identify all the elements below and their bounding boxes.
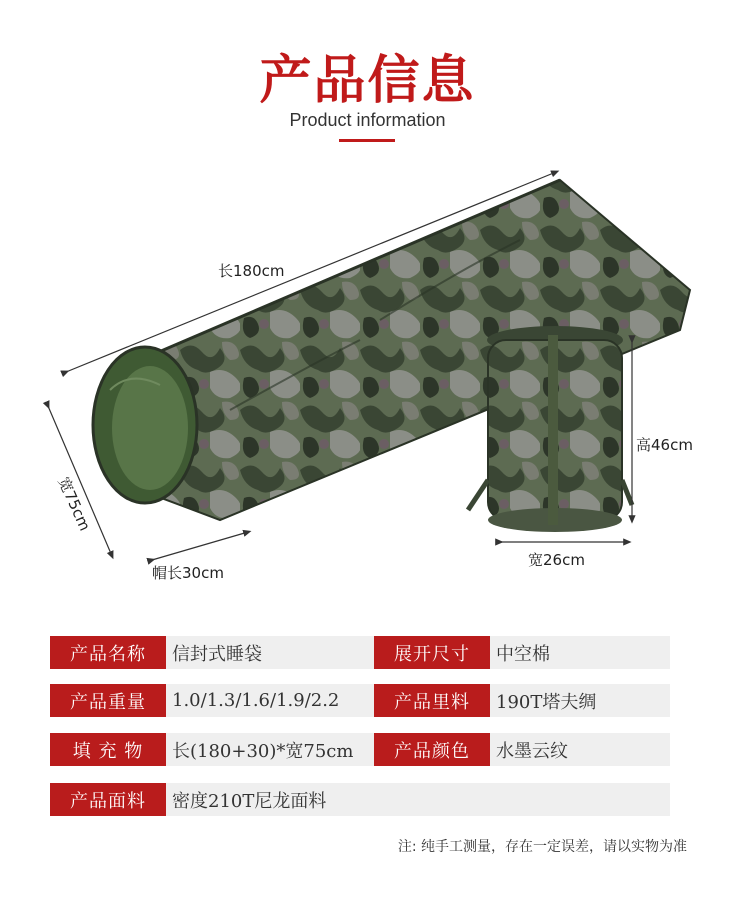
bag-height-label: 高46cm [636,436,693,454]
spec-label: 填 充 物 [50,733,166,766]
spec-value: 1.0/1.3/1.6/1.9/2.2 [166,684,374,717]
spec-label: 产品面料 [50,783,166,816]
hood-length-label: 帽长30cm [152,564,224,582]
spec-label: 展开尺寸 [374,636,490,669]
spec-row [50,684,670,717]
spec-label: 产品重量 [50,684,166,717]
spec-value: 密度210T尼龙面料 [166,783,670,816]
measurement-note: 注: 纯手工测量，存在一定误差，请以实物为准 [397,839,687,855]
spec-table [50,636,670,818]
hood-dimension-line [152,532,248,560]
spec-value: 中空棉 [490,636,670,669]
compression-bag [468,326,632,532]
product-illustration [0,160,735,600]
bag-width-label: 宽26cm [528,551,585,569]
width-label: 宽75cm [54,474,94,534]
spec-row [50,636,670,669]
spec-label: 产品名称 [50,636,166,669]
spec-value: 长(180+30)*宽75cm [166,733,374,766]
spec-label: 产品里料 [374,684,490,717]
spec-row [50,783,670,816]
spec-row [50,733,670,766]
length-label: 长180cm [218,262,285,280]
page-title: 产品信息 [259,51,476,111]
spec-label: 产品颜色 [374,733,490,766]
title-underline [339,139,395,142]
spec-value: 水墨云纹 [490,733,670,766]
spec-value: 190T塔夫绸 [490,684,670,717]
product-figure [0,160,735,600]
spec-value: 信封式睡袋 [166,636,374,669]
page-subtitle: Product information [289,110,446,130]
